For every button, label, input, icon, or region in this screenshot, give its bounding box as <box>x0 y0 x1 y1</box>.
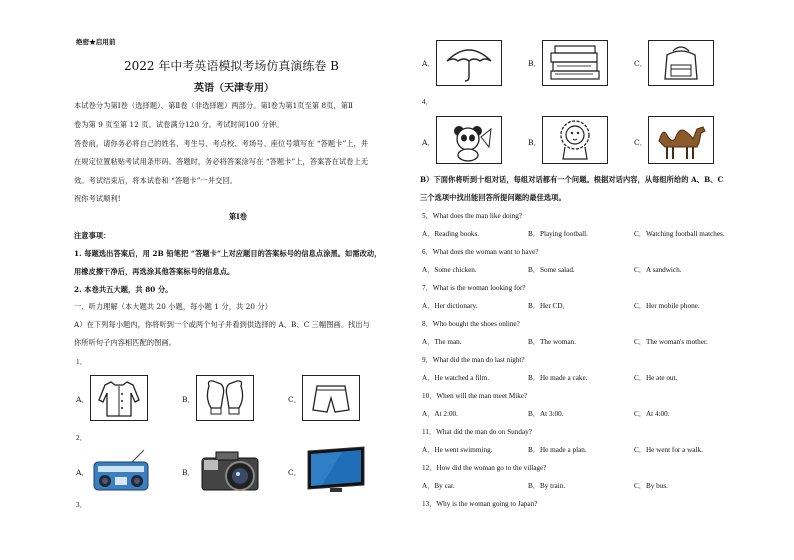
option-a[interactable]: A．At 2:00. <box>422 410 458 418</box>
picture-option[interactable] <box>302 445 368 495</box>
option-b[interactable]: B．At 3:00. <box>528 410 564 418</box>
option-c[interactable]: C．He ate out. <box>634 374 678 382</box>
option-c[interactable]: C．He went for a walk. <box>634 446 703 454</box>
instruction-line: 效。考试结束后，将本试卷和 “答题卡”一并交回。 <box>74 176 237 185</box>
right-column <box>420 0 750 560</box>
option-b[interactable]: B．Her CD． <box>528 302 570 310</box>
picture-option[interactable] <box>648 116 714 164</box>
question-text: 5．What does the man like doing? <box>422 212 523 220</box>
picture-option[interactable] <box>90 448 152 494</box>
gloves-icon <box>197 376 253 420</box>
panda-icon <box>437 117 501 163</box>
part-instruction: 你所听句子内容相匹配的图画。 <box>74 338 177 347</box>
books-icon <box>543 41 607 85</box>
option-a[interactable]: A．Some chicken. <box>422 266 477 274</box>
option-b[interactable]: B．Playing football. <box>528 230 588 238</box>
question-number: 1． <box>76 358 87 366</box>
option-letter: A． <box>76 468 89 477</box>
part-heading: 一、听力理解（本大题共 20 小题，每小题 1 分，共 20 分） <box>74 302 272 311</box>
option-a[interactable]: A．He watched a film. <box>422 374 490 382</box>
question-text: 8．Who bought the shoes online? <box>422 320 520 328</box>
page-subtitle: 英语（天津专用） <box>194 83 274 94</box>
instruction-line: 答卷前，请你务必将自己的姓名、考生号、考点校、考场号、座位号填写在 “答题卡”上，并 <box>74 139 369 148</box>
picture-option[interactable] <box>436 116 502 164</box>
note-line: 用橡皮擦干净后，再选涂其他答案标号的信息点。 <box>74 267 235 276</box>
option-letter: A． <box>422 138 435 147</box>
left-column <box>74 0 410 560</box>
question-text: 12．How did the woman go to the village? <box>422 464 547 472</box>
option-c[interactable]: C．A sandwich. <box>634 266 682 274</box>
question-text: 13．Why is the woman going to Japan? <box>422 500 538 508</box>
option-b[interactable]: B．Some salad. <box>528 266 575 274</box>
option-letter: A． <box>76 395 89 404</box>
notes-title: 注意事项： <box>74 231 111 240</box>
option-a[interactable]: A．Her dictionary. <box>422 302 478 310</box>
question-text: 6．What does the woman want to have? <box>422 248 539 256</box>
option-b[interactable]: B．He made a cake. <box>528 374 588 382</box>
option-letter: B． <box>528 59 542 68</box>
option-b[interactable]: B．By train. <box>528 482 566 490</box>
picture-option[interactable] <box>90 375 148 421</box>
option-a[interactable]: A．The man. <box>422 338 462 346</box>
question-number: 2． <box>76 434 87 442</box>
option-letter: C． <box>288 395 302 404</box>
note-line: 2. 本卷共五大题，共 80 分。 <box>74 285 173 294</box>
option-c[interactable]: C．Watching football matches. <box>634 230 725 238</box>
radio-icon <box>90 448 152 494</box>
backpack-icon <box>649 41 713 85</box>
lion-icon <box>543 117 607 163</box>
option-c[interactable]: C．At 4:00. <box>634 410 670 418</box>
picture-option[interactable] <box>542 116 608 164</box>
instruction-line: 在规定位置粘贴考试用条形码。答题时，务必将答案涂写在 “答题卡”上，答案答在试卷上无 <box>74 157 369 166</box>
option-letter: C． <box>634 59 648 68</box>
secret-label: 绝密★启用前 <box>76 38 116 46</box>
option-letter: C． <box>288 468 302 477</box>
part-instruction: A）在下列每小题内，你将听到一个或两个句子并看到供选择的 A、B、C 三幅图画。找出与 <box>74 320 370 329</box>
tv-icon <box>302 445 368 495</box>
option-a[interactable]: A．By car. <box>422 482 455 490</box>
option-a[interactable]: A．Reading books. <box>422 230 480 238</box>
option-c[interactable]: C．Her mobile phone. <box>634 302 700 310</box>
picture-option[interactable] <box>436 40 502 86</box>
picture-option[interactable] <box>302 375 360 421</box>
instruction-line: 本试卷分为第Ⅰ卷（选择题）、第Ⅱ卷（非选择题）两部分。第Ⅰ卷为第1页至第 8页，第Ⅱ <box>74 101 354 110</box>
option-letter: B． <box>182 395 196 404</box>
section-heading: 第Ⅰ卷 <box>229 212 248 221</box>
picture-option[interactable] <box>542 40 608 86</box>
question-text: 10．When will the man meet Mike? <box>422 392 528 400</box>
part-instruction: 三个选项中找出能回答所提问题的最佳选项。 <box>420 193 566 202</box>
option-letter: B． <box>528 138 542 147</box>
instruction-line: 卷为第 9 页至第 12 页。试卷满分120 分。考试时间100 分钟。 <box>74 120 284 129</box>
question-text: 9．What did the man do last night? <box>422 356 525 364</box>
option-a[interactable]: A．He went swimming. <box>422 446 493 454</box>
camel-icon <box>649 117 713 163</box>
option-b[interactable]: B．The woman. <box>528 338 576 346</box>
shorts-icon <box>303 376 359 420</box>
instruction-line: 祝你考试顺利! <box>74 194 121 203</box>
question-number: 4． <box>422 98 433 106</box>
question-text: 11．What did the man do on Sunday? <box>422 428 532 436</box>
option-letter: A． <box>422 59 435 68</box>
option-b[interactable]: B．He made a plan. <box>528 446 587 454</box>
question-number: 3． <box>76 501 87 509</box>
note-line: 1. 每题选出答案后，用 2B 铅笔把 “答题卡”上对应题目的答案标号的信息点涂黑。如需改动， <box>74 249 382 258</box>
jacket-icon <box>91 376 147 420</box>
picture-option[interactable] <box>648 40 714 86</box>
question-text: 7．What is the woman looking for? <box>422 284 526 292</box>
option-c[interactable]: C．The woman's mother. <box>634 338 708 346</box>
page-title: 2022 年中考英语模拟考场仿真演练卷 B <box>124 59 339 73</box>
option-letter: C． <box>634 138 648 147</box>
camera-icon <box>198 446 264 494</box>
part-instruction: B）下面你将听到十组对话，每组对话都有一个问题。根据对话内容，从每组所给的 A、B、C <box>420 175 724 184</box>
option-c[interactable]: C．By bus. <box>634 482 668 490</box>
option-letter: B． <box>182 468 196 477</box>
picture-option[interactable] <box>196 375 254 421</box>
umbrella-icon <box>437 41 501 85</box>
picture-option[interactable] <box>198 446 264 494</box>
